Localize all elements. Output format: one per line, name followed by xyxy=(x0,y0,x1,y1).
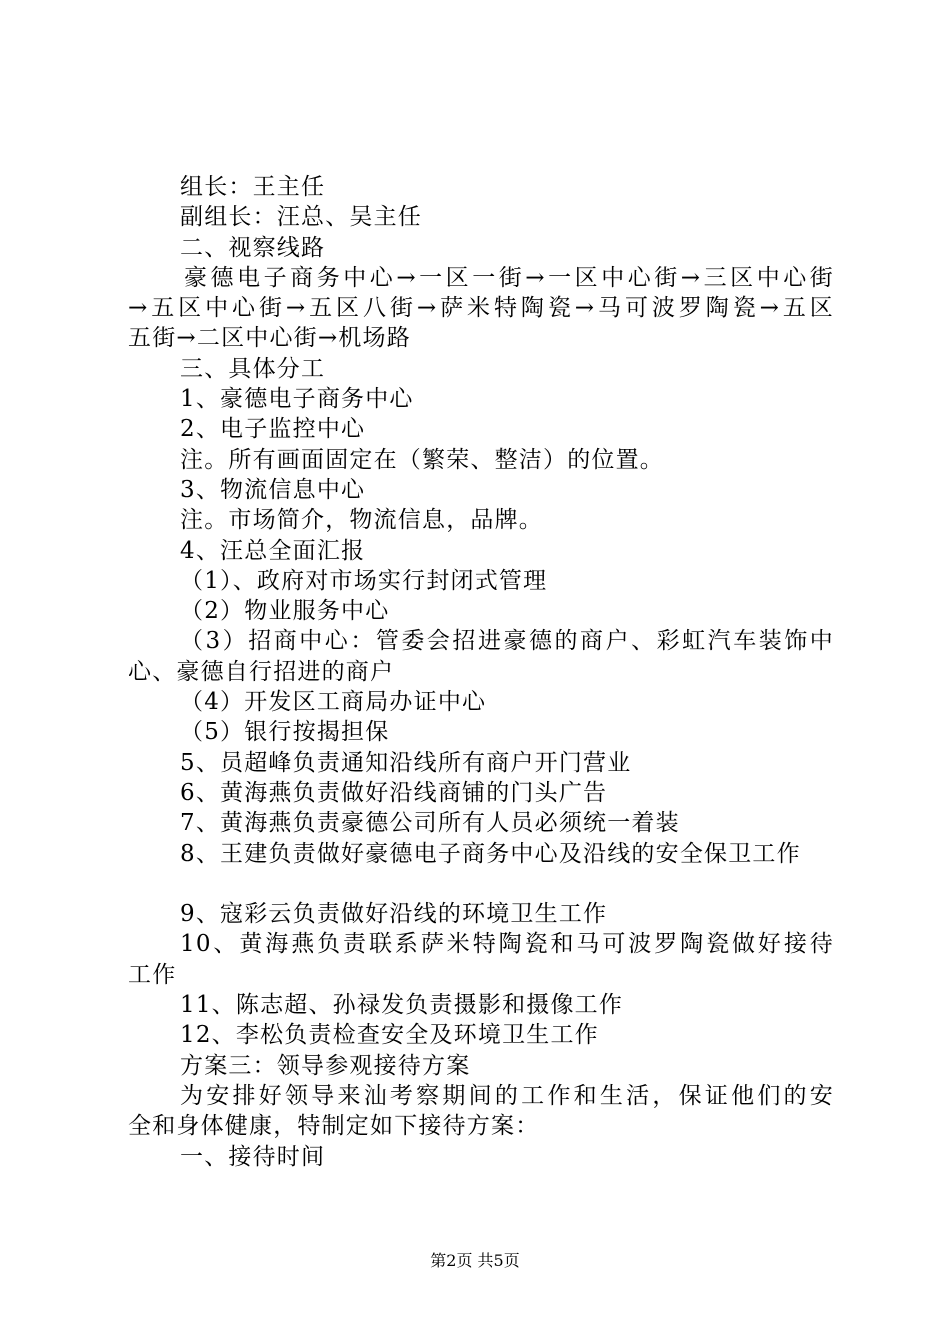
note-line: 注。市场简介，物流信息，品牌。 xyxy=(180,507,543,534)
list-item: 10、黄海燕负责联系萨米特陶瓷和马可波罗陶瓷做好接待 xyxy=(180,931,834,958)
list-item: 2、电子监控中心 xyxy=(180,416,366,443)
note-line: 注。所有画面固定在（繁荣、整洁）的位置。 xyxy=(180,446,664,473)
list-item: 12、李松负责检查安全及环境卫生工作 xyxy=(180,1022,599,1049)
list-item: 3、物流信息中心 xyxy=(180,476,366,503)
document-body xyxy=(128,172,834,1172)
list-item: 5、员超峰负责通知沿线所有商户开门营业 xyxy=(180,749,632,776)
blank-line xyxy=(128,869,834,899)
text-line: 五街→二区中心街→机场路 xyxy=(128,325,411,352)
text-line: 工作 xyxy=(128,961,177,988)
sub-list-item: （1）、政府对市场实行封闭式管理 xyxy=(180,567,548,594)
sub-list-item: （3）招商中心：管委会招进豪德的商户、彩虹汽车装饰中 xyxy=(180,628,834,655)
list-item: 6、黄海燕负责做好沿线商铺的门头广告 xyxy=(180,779,608,806)
list-item: 11、陈志超、孙禄发负责摄影和摄像工作 xyxy=(180,992,624,1019)
list-item: 7、黄海燕负责豪德公司所有人员必须统一着装 xyxy=(180,810,680,837)
sub-list-item: （2）物业服务中心 xyxy=(180,598,390,625)
list-item: 8、王建负责做好豪德电子商务中心及沿线的安全保卫工作 xyxy=(180,840,801,867)
sub-list-item: （4）开发区工商局办证中心 xyxy=(180,689,487,716)
text-line: →五区中心街→五区八街→萨米特陶瓷→马可波罗陶瓷→五区 xyxy=(128,295,834,322)
section-heading: 二、视察线路 xyxy=(180,234,326,261)
text-line: 心、豪德自行招进的商户 xyxy=(128,658,395,685)
text-line: 豪德电子商务中心→一区一街→一区中心街→三区中心街 xyxy=(184,264,834,291)
text-line: 为安排好领导来汕考察期间的工作和生活，保证他们的安 xyxy=(180,1082,834,1109)
section-heading: 三、具体分工 xyxy=(180,355,326,382)
list-item: 4、汪总全面汇报 xyxy=(180,537,366,564)
text-line: 副组长：汪总、吴主任 xyxy=(180,204,422,231)
page-number-footer: 第2页 共5页 xyxy=(430,1251,520,1270)
section-heading: 方案三：领导参观接待方案 xyxy=(180,1052,471,1079)
list-item: 1、豪德电子商务中心 xyxy=(180,386,414,413)
text-line: 全和身体健康，特制定如下接待方案： xyxy=(128,1113,540,1140)
sub-list-item: （5）银行按揭担保 xyxy=(180,719,390,746)
text-line: 组长：王主任 xyxy=(180,174,326,200)
section-heading: 一、接待时间 xyxy=(180,1143,326,1170)
list-item: 9、寇彩云负责做好沿线的环境卫生工作 xyxy=(180,901,608,928)
